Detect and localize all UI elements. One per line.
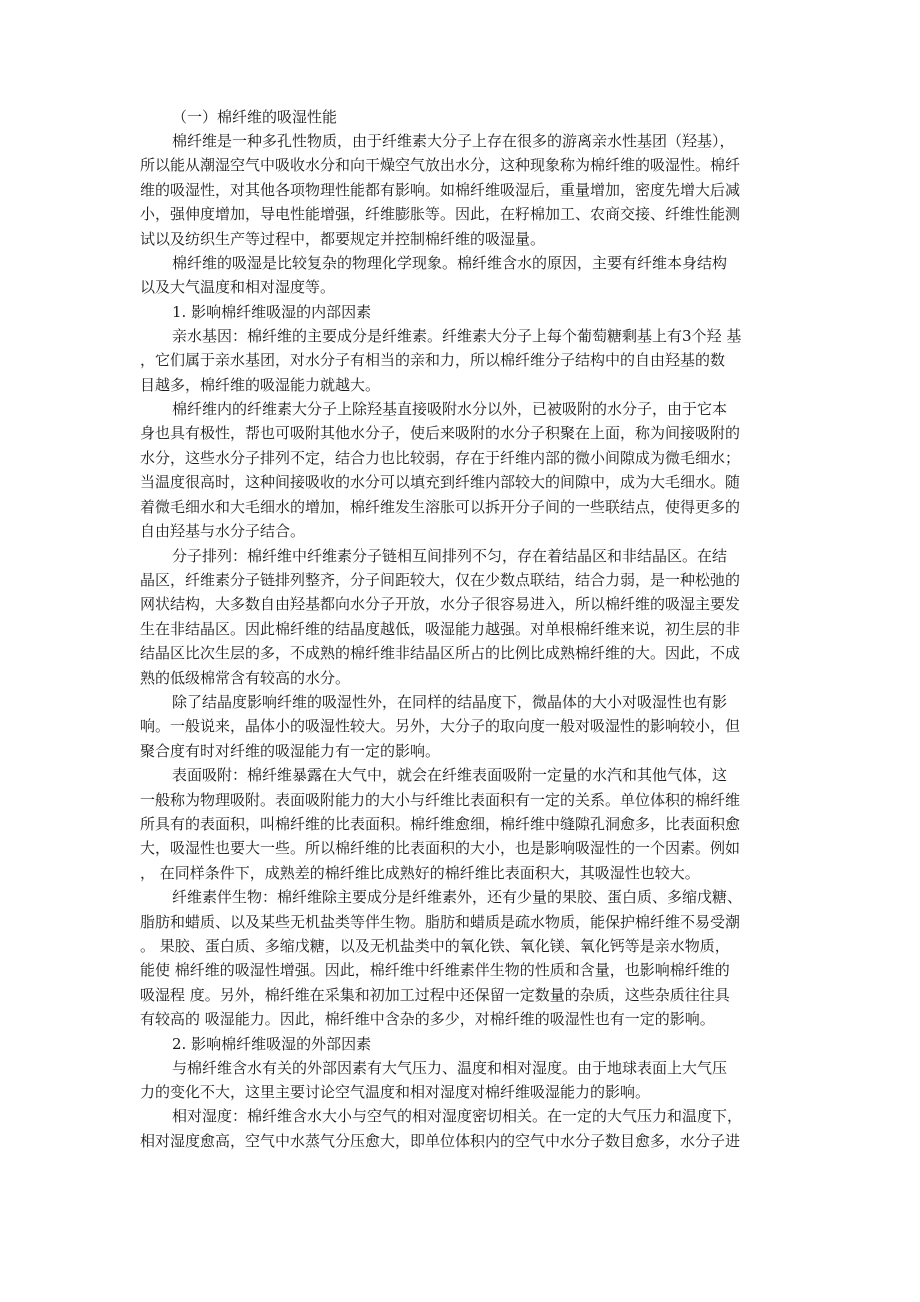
text-line: 力的变化不大，这里主要讨论空气温度和相对湿度对棉纤维吸湿能力的影响。: [140, 1083, 651, 1102]
text-line: 棉纤维内的纤维素大分子上除羟基直接吸附水分以外，已被吸附的水分子，由于它本: [172, 400, 728, 419]
text-line: 身也具有极性，帮也可吸附其他水分子，使后来吸附的水分子积聚在上面，称为间接吸附的: [140, 424, 741, 443]
subsection-heading-h2: 2. 影响棉纤维吸湿的外部因素: [172, 1034, 372, 1053]
text-line: 除了结晶度影响纤维的吸湿性外，在同样的结晶度下，微晶体的大小对吸湿性也有影: [172, 692, 728, 711]
text-line: ， 在同样条件下，成熟差的棉纤维比成熟好的棉纤维比表面积大，其吸湿性也较大。: [140, 863, 700, 882]
text-line: 维的吸湿性，对其他各项物理性能都有影响。如棉纤维吸湿后，重量增加，密度先增大后减: [140, 180, 741, 199]
text-line: 与棉纤维含水有关的外部因素有大气压力、温度和相对湿度。由于地球表面上大气压: [172, 1058, 728, 1077]
text-line: 能使 棉纤维的吸湿性增强。因此，棉纤维中纤维素伴生物的性质和含量，也影响棉纤维的: [140, 961, 730, 980]
text-line: 聚合度有时对纤维的吸湿能力有一定的影响。: [140, 741, 441, 760]
text-line: 小，强伸度增加，导电性能增强，纤维膨胀等。因此，在籽棉加工、农商交接、纤维性能测: [140, 205, 741, 224]
text-line: 熟的低级棉常含有较高的水分。: [140, 668, 351, 687]
text-line: 纤维素伴生物：棉纤维除主要成分是纤维素外，还有少量的果胶、蛋白质、多缩戊糖、: [172, 888, 743, 907]
text-line: 着微毛细水和大毛细水的增加，棉纤维发生溶胀可以拆开分子间的一些联结点，使得更多的: [140, 497, 741, 516]
paragraph-p9: [140, 1056, 795, 1105]
text-line: 相对湿度：棉纤维含水大小与空气的相对湿度密切相关。在一定的大气压力和温度下，: [172, 1107, 743, 1126]
text-line: 水分，这些水分子排列不定，结合力也比较弱，存在于纤维内部的微小间隙成为微毛细水；: [140, 448, 741, 467]
document-body: [140, 129, 795, 1153]
text-line: 自由羟基与水分子结合。: [140, 522, 306, 541]
paragraph-p10: [140, 1104, 795, 1153]
paragraph-p6: [140, 690, 795, 763]
text-line: 试以及纺织生产等过程中，都要规定并控制棉纤维的吸湿量。: [140, 229, 546, 248]
text-line: 。 果胶、蛋白质、多缩戊糖，以及无机盐类中的氧化铁、氧化镁、氧化钙等是亲水物质，: [140, 937, 730, 955]
text-line: 大，吸湿性也要大一些。所以棉纤维的比表面积的大小，也是影响吸湿性的一个因素。例如: [140, 839, 741, 858]
subsection-heading-h1: 1. 影响棉纤维吸湿的内部因素: [172, 302, 372, 321]
text-line: 目越多，棉纤维的吸湿能力就越大。: [140, 375, 381, 394]
paragraph-p1: [140, 129, 795, 251]
paragraph-p5: [140, 544, 795, 690]
paragraph-p8: [140, 885, 795, 1031]
text-line: 棉纤维是一种多孔性物质，由于纤维素大分子上存在很多的游离亲水性基团（羟基），: [172, 132, 735, 150]
text-line: 有较高的 吸湿能力。因此，棉纤维中含杂的多少，对棉纤维的吸湿性也有一定的影响。: [140, 1010, 715, 1029]
paragraph-p7: [140, 763, 795, 885]
text-line: 网状结构，大多数自由羟基都向水分子开放，水分子很容易进入，所以棉纤维的吸湿主要发: [140, 595, 741, 614]
text-line: 棉纤维的吸湿是比较复杂的物理化学现象。棉纤维含水的原因，主要有纤维本身结构: [172, 254, 728, 273]
text-line: 相对湿度愈高，空气中水蒸气分压愈大，即单位体积内的空气中水分子数目愈多，水分子进: [140, 1131, 741, 1150]
text-line: 所具有的表面积，叫棉纤维的比表面积。棉纤维愈细，棉纤维中缝隙孔洞愈多，比表面积愈: [140, 814, 741, 833]
paragraph-p3: [140, 324, 795, 397]
text-line: 结晶区比次生层的多，不成熟的棉纤维非结晶区所占的比例比成熟棉纤维的大。因此，不成: [140, 644, 741, 663]
text-line: 脂肪和蜡质、以及某些无机盐类等伴生物。脂肪和蜡质是疏水物质，能保护棉纤维不易受潮: [140, 912, 741, 931]
document-page: [140, 105, 795, 1153]
text-line: 所以能从潮湿空气中吸收水分和向干燥空气放出水分，这种现象称为棉纤维的吸湿性。棉纤: [140, 156, 741, 175]
text-line: 亲水基因：棉纤维的主要成分是纤维素。纤维素大分子上每个葡萄糖剩基上有3个羟 基: [172, 326, 742, 345]
text-line: 分子排列：棉纤维中纤维素分子链相互间排列不匀，存在着结晶区和非结晶区。在结: [172, 546, 728, 565]
text-line: 一般称为物理吸附。表面吸附能力的大小与纤维比表面积有一定的关系。单位体积的棉纤维: [140, 790, 741, 809]
text-line: 表面吸附：棉纤维暴露在大气中，就会在纤维表面吸附一定量的水汽和其他气体，这: [172, 766, 728, 785]
text-line: ，它们属于亲水基团，对水分子有相当的亲和力，所以棉纤维分子结构中的自由羟基的数: [140, 351, 726, 370]
text-line: 吸湿程 度。另外，棉纤维在采集和初加工过程中还保留一定数量的杂质，这些杂质往往具: [140, 985, 730, 1004]
text-line: 响。一般说来，晶体小的吸湿性较大。另外，大分子的取向度一般对吸湿性的影响较小，但: [140, 717, 741, 736]
text-line: 生在非结晶区。因此棉纤维的结晶度越低，吸湿能力越强。对单根棉纤维来说，初生层的非: [140, 619, 741, 638]
text-line: 晶区，纤维素分子链排列整齐，分子间距较大，仅在少数点联结，结合力弱，是一种松弛的: [140, 570, 741, 589]
text-line: 以及大气温度和相对湿度等。: [140, 278, 336, 297]
paragraph-p2: [140, 251, 795, 300]
paragraph-p4: [140, 397, 795, 543]
text-line: 当温度很高时，这种间接吸收的水分可以填充到纤维内部较大的间隙中，成为大毛细水。随: [140, 473, 741, 492]
section-title: （一）棉纤维的吸湿性能: [172, 108, 338, 126]
